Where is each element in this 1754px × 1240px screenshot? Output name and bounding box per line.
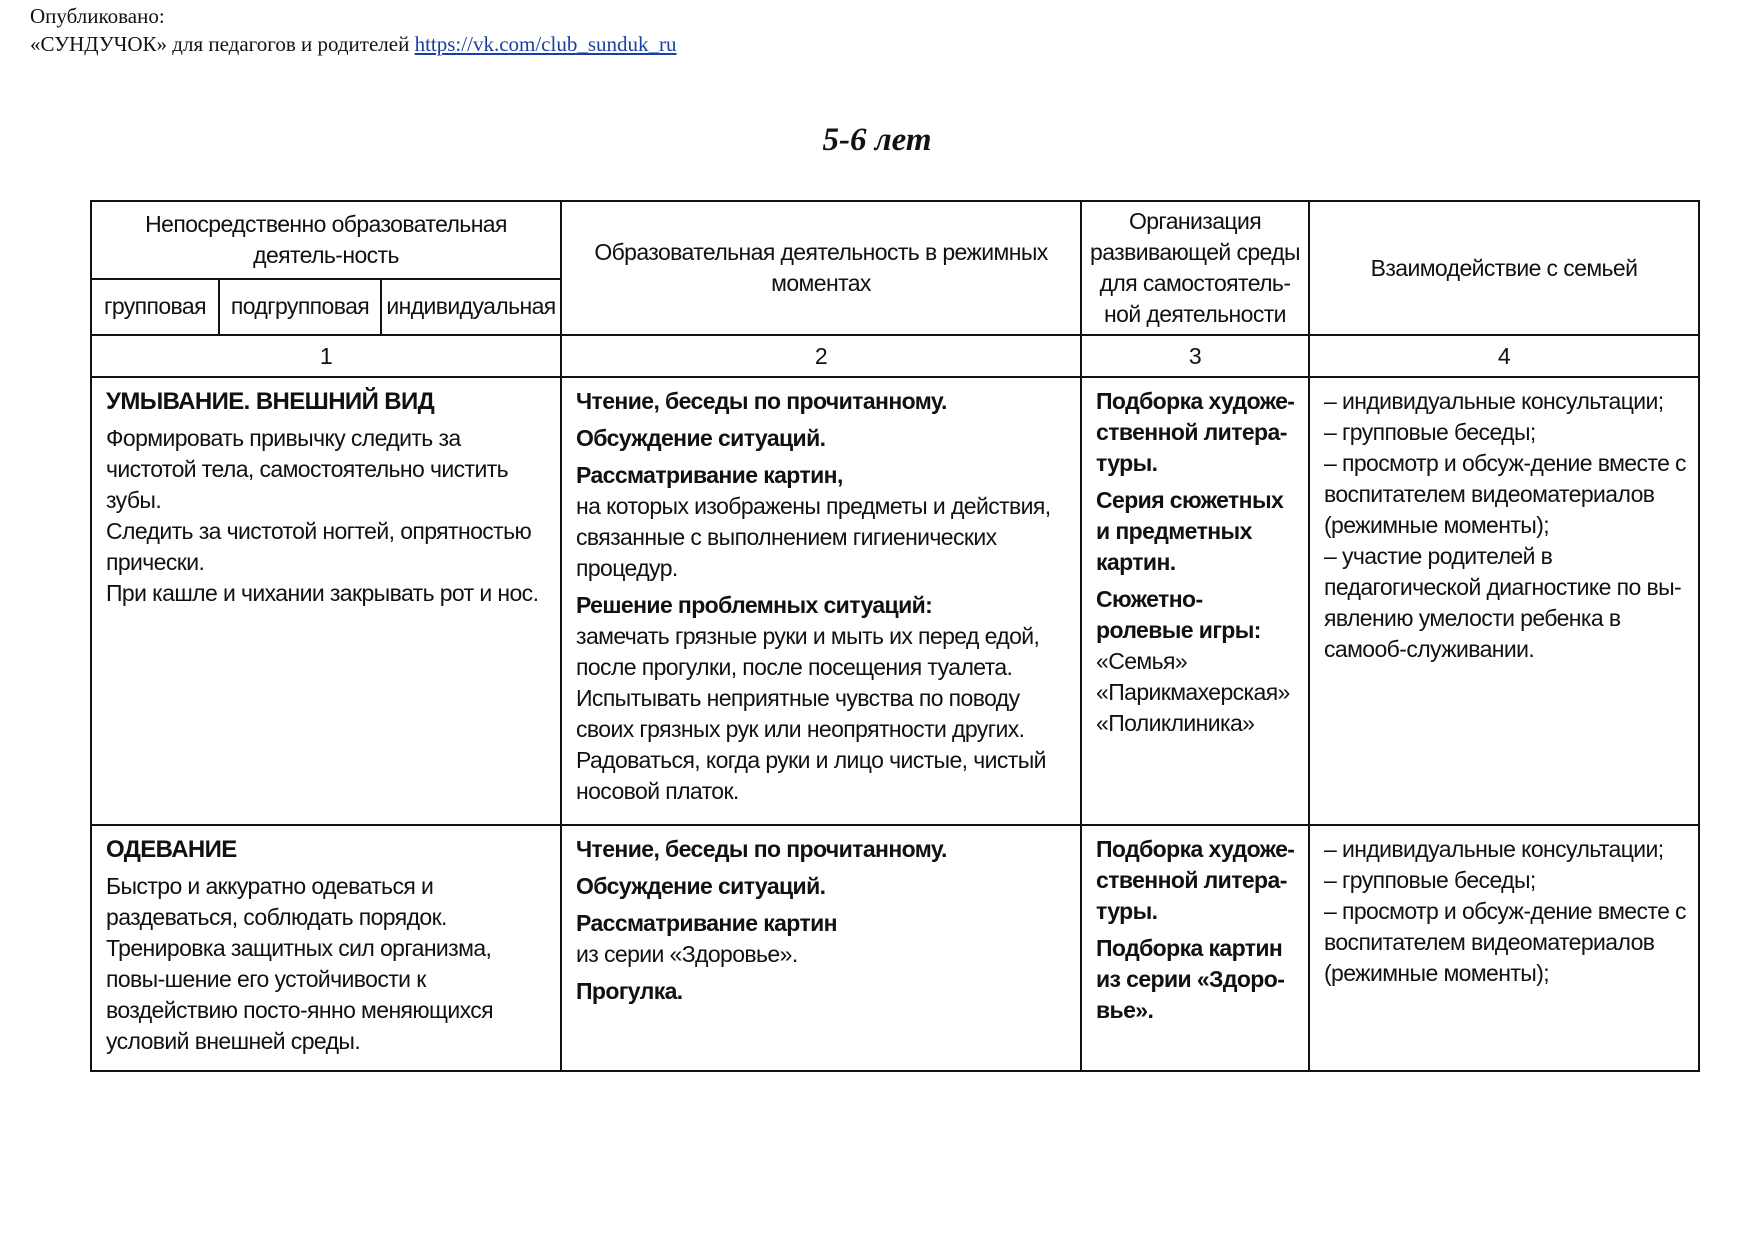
plan-table xyxy=(90,200,1700,1072)
list-item: – просмотр и обсуж-дение вместе с воспитателем видеоматериалов (режимные моменты); xyxy=(1324,450,1686,538)
list-item: – индивидуальные консультации; xyxy=(1324,836,1664,862)
column-number: 4 xyxy=(1309,335,1699,377)
published-label: Опубликовано: xyxy=(30,4,165,28)
list-item: – индивидуальные консультации; xyxy=(1324,388,1664,414)
page-title: 5-6 лет xyxy=(822,122,932,158)
vk-link[interactable]: https://vk.com/club_sunduk_ru xyxy=(414,32,677,56)
header-regime-activity: Образовательная деятельность в режимных моментах xyxy=(561,201,1081,335)
list-item: – участие родителей в педагогической диагностике по вы-явлению умелости ребенка в самооб-служивании. xyxy=(1324,543,1682,662)
bold-heading: Серия сюжетных и предметных картин. xyxy=(1096,487,1284,575)
text-line: Тренировка защитных сил организма, повы-шение его устойчивости к воздействию посто-янно меняющихся условий внешней среды. xyxy=(106,935,494,1054)
bold-heading: Сюжетно-ролевые игры: xyxy=(1096,586,1261,643)
column-number: 1 xyxy=(91,335,561,377)
text-line: Быстро и аккуратно одеваться и раздеваться, соблюдать порядок. xyxy=(106,873,447,930)
row-dressing xyxy=(91,825,1699,1071)
text-line: из серии «Здоровье». xyxy=(576,941,798,967)
bold-heading: Подборка художе-ственной литера-туры. xyxy=(1096,836,1295,924)
washing-regime-activity xyxy=(561,377,1081,825)
number-row xyxy=(91,335,1699,377)
column-number: 3 xyxy=(1081,335,1309,377)
publication-header xyxy=(30,2,677,58)
game-item: «Парикмахерская» xyxy=(1096,679,1290,705)
bold-heading: Рассматривание картин xyxy=(576,910,837,936)
dressing-regime-activity xyxy=(561,825,1081,1071)
list-item: – просмотр и обсуж-дение вместе с воспитателем видеоматериалов (режимные моменты); xyxy=(1324,898,1686,986)
text-line: Формировать привычку следить за чистотой тела, самостоятельно чистить зубы. xyxy=(106,425,509,513)
text-line: Испытывать неприятные чувства по поводу своих грязных рук или неопрятности других. xyxy=(576,685,1025,742)
dressing-family xyxy=(1309,825,1699,1071)
washing-environment xyxy=(1081,377,1309,825)
header-direct-activity: Непосредственно образовательная деятель-ность xyxy=(91,201,561,279)
text-line: Следить за чистотой ногтей, опрятностью прически. xyxy=(106,518,532,575)
row-washing xyxy=(91,377,1699,825)
section-title: УМЫВАНИЕ. ВНЕШНИЙ ВИД xyxy=(106,388,435,415)
bold-heading: Обсуждение ситуаций. xyxy=(576,425,826,451)
subheader-group: групповая xyxy=(91,279,219,335)
bold-heading: Чтение, беседы по прочитанному. xyxy=(576,836,947,862)
column-number: 2 xyxy=(561,335,1081,377)
bold-heading: Прогулка. xyxy=(576,978,683,1004)
list-item: – групповые беседы; xyxy=(1324,419,1536,445)
text-line: замечать грязные руки и мыть их перед едой, после прогулки, после посещения туалета. xyxy=(576,623,1040,680)
text-line: Радоваться, когда руки и лицо чистые, чистый носовой платок. xyxy=(576,747,1046,804)
text-line: При кашле и чихании закрывать рот и нос. xyxy=(106,580,539,606)
list-item: – групповые беседы; xyxy=(1324,867,1536,893)
game-item: «Поликлиника» xyxy=(1096,710,1255,736)
header-environment: Организация развивающей среды для самостоятель-ной деятельности xyxy=(1081,201,1309,335)
bold-heading: Обсуждение ситуаций. xyxy=(576,873,826,899)
text-line: на которых изображены предметы и действия, связанные с выполнением гигиенических процедур. xyxy=(576,493,1051,581)
dressing-direct-activity xyxy=(91,825,561,1071)
section-title: ОДЕВАНИЕ xyxy=(106,836,237,863)
subheader-individual: индивидуальная xyxy=(381,279,561,335)
publisher-name: «СУНДУЧОК» для педагогов и родителей xyxy=(30,32,415,56)
game-item: «Семья» xyxy=(1096,648,1188,674)
publisher-line xyxy=(30,30,677,58)
dressing-environment xyxy=(1081,825,1309,1071)
header-family: Взаимодействие с семьей xyxy=(1309,201,1699,335)
bold-heading: Подборка художе-ственной литера-туры. xyxy=(1096,388,1295,476)
bold-heading: Рассматривание картин, xyxy=(576,462,843,488)
washing-family xyxy=(1309,377,1699,825)
subheader-subgroup: подгрупповая xyxy=(219,279,381,335)
bold-heading: Подборка картин из серии «Здоро-вье». xyxy=(1096,935,1285,1023)
washing-direct-activity xyxy=(91,377,561,825)
bold-heading: Чтение, беседы по прочитанному. xyxy=(576,388,947,414)
bold-heading: Решение проблемных ситуаций: xyxy=(576,592,933,618)
header-row xyxy=(91,201,1699,279)
